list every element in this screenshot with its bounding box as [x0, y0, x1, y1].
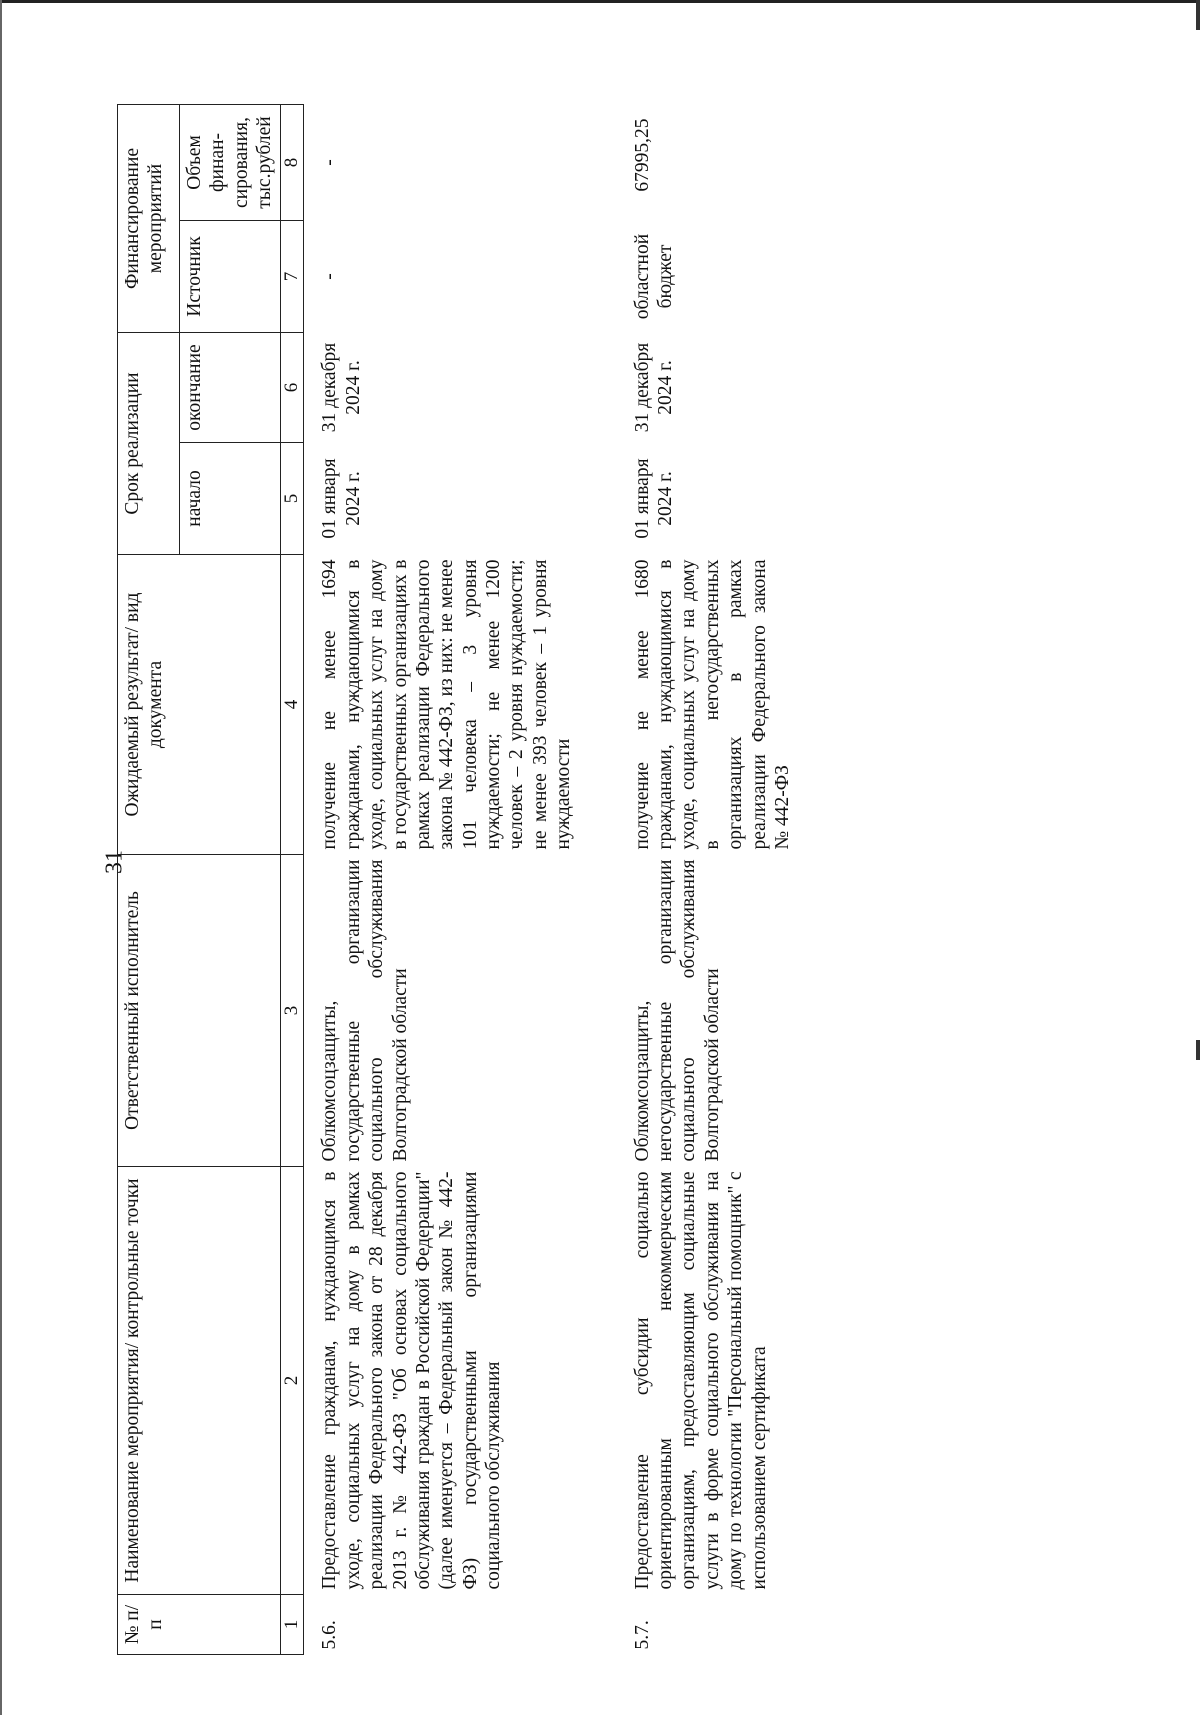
row-finance-source: областной бюджет — [631, 233, 677, 320]
scan-tick — [1196, 0, 1200, 30]
row-finance-source: - — [319, 273, 341, 280]
row-finance-amount: - — [319, 159, 341, 166]
header-term-start: начало — [180, 443, 281, 555]
column-number: 7 — [280, 221, 304, 333]
row-end-date: 31 декабря 2024 г. — [319, 342, 364, 433]
scan-edge-left — [0, 0, 2, 1715]
row-number: 5.6. — [319, 1620, 341, 1650]
page-number: 31 — [101, 850, 128, 874]
header-name: Наименование мероприятия/ контрольные точки — [118, 1167, 281, 1595]
header-finance-group: Финансирование мероприятий — [118, 104, 180, 332]
plan-table — [117, 104, 797, 1655]
header-result: Ожидаемый результат/ вид документа — [118, 555, 281, 855]
header-finance-source: Источник — [180, 221, 281, 333]
rotated-table-container — [117, 105, 1127, 1655]
row-executor: Облкомсоцзащиты, государственные организации социального обслуживания Волгоградской области — [319, 859, 411, 1162]
column-number: 3 — [280, 855, 304, 1167]
column-number: 6 — [280, 333, 304, 443]
column-number: 1 — [280, 1595, 304, 1655]
column-number: 2 — [280, 1167, 304, 1595]
column-number: 5 — [280, 443, 304, 555]
row-finance-amount: 67995,25 — [631, 118, 653, 192]
column-number: 4 — [280, 555, 304, 855]
scan-edge-top — [0, 0, 1200, 3]
row-start-date: 01 января 2024 г. — [319, 458, 364, 539]
table-row — [579, 104, 798, 1654]
row-end-date: 31 декабря 2024 г. — [631, 342, 677, 433]
header-executor: Ответственный исполнитель — [118, 855, 281, 1167]
row-result: получение не менее 1694 гражданами, нуждающимися в уходе, социальных услуг на дому в государственных организациях в рамках реализации Федерального закона № 442-ФЗ, из них: не менее 101 человека – 3 уровня нуждаемости; не менее 1200 человек – 2 уровня нуждаемости; не менее 393 человек – 1 уровня нуждаемости — [319, 559, 575, 850]
header-term-group: Срок реализации — [118, 333, 180, 555]
row-name: Предоставление гражданам, нуждающимся в уходе, социальных услуг на дому в рамках реализации Федерального закона от 28 декабря 2013 г. № 442-ФЗ "Об основах социального обслуживания граждан в Российской Федерации" (далее именуется – Федеральный закон № 442-ФЗ) государственными организациями социального обслуживания — [319, 1171, 505, 1590]
header-finance-amount: Объем финан- сирования, тыс.рублей — [180, 104, 281, 220]
row-start-date: 01 января 2024 г. — [631, 458, 677, 539]
column-number: 8 — [280, 104, 304, 220]
row-executor: Облкомсоцзащиты, негосударственные организации социального обслуживания Волгоградской области — [631, 859, 723, 1162]
scan-tick — [1196, 1040, 1200, 1060]
header-num: № п/п — [118, 1595, 281, 1655]
row-number: 5.7. — [631, 1620, 653, 1650]
table-row — [304, 104, 579, 1654]
row-result: получение не менее 1680 гражданами, нуждающимися в уходе, социальных услуг на дому в негосударственных организациях в рамках реализации Федерального закона № 442-ФЗ — [631, 559, 793, 850]
header-term-end: окончание — [180, 333, 281, 443]
row-name: Предоставление субсидии социально ориентированным некоммерческим организациям, предоставляющим социальные услуги в форме социального обслуживания на дому по технологии "Персональный помощник" с использованием сертификата — [631, 1171, 770, 1590]
